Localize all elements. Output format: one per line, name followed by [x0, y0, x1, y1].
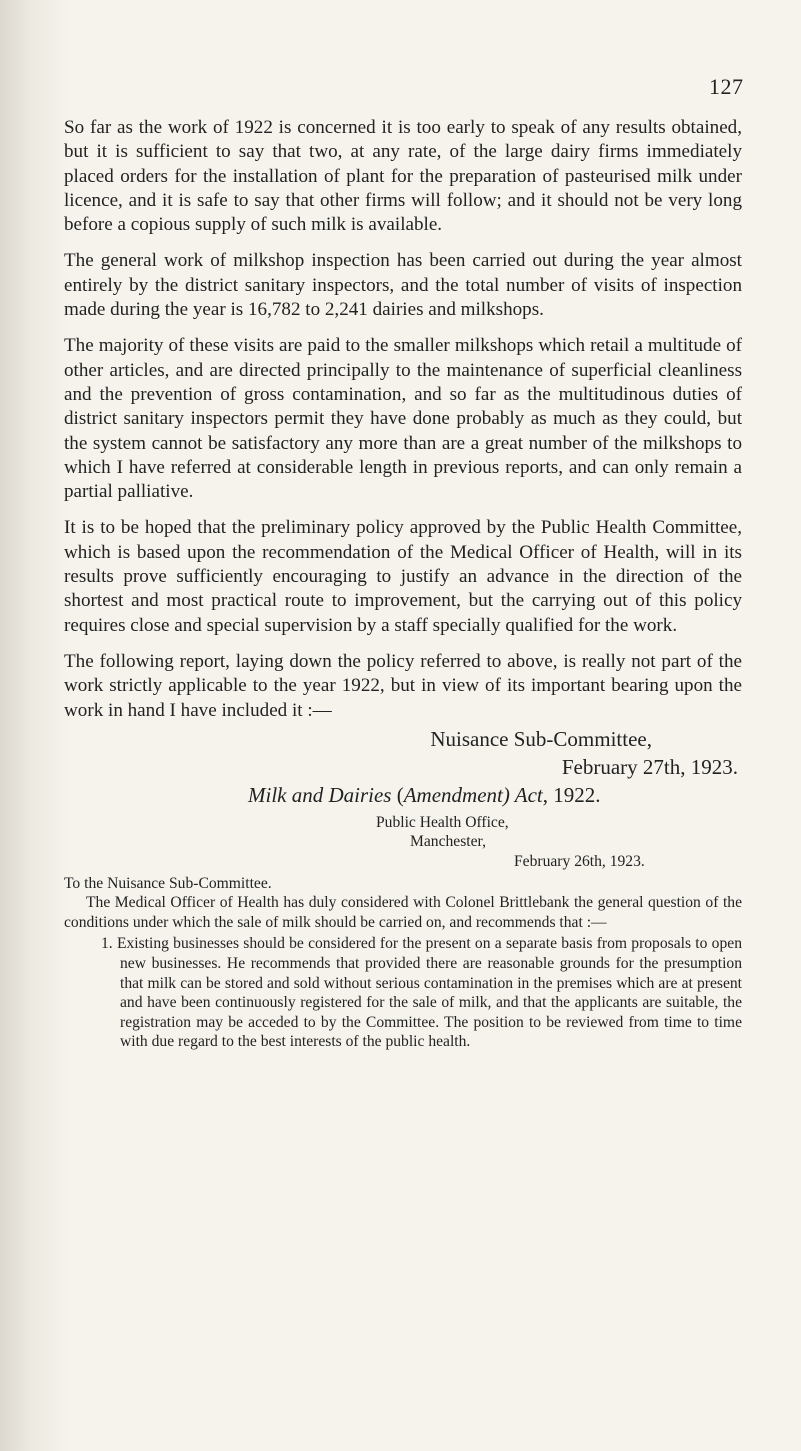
paragraph-smaller-milkshops: The majority of these visits are paid to the smaller milkshops which retail a multitude of other articles, and are directed principally to the maintenance of superficial cleanliness and the prevention of gross contamination, and so far as the multitudinous duties of district sanitary inspectors permit they have done probably as much as they could, but the system cannot be satisfactory any more than are a great number of the milkshops to which I have referred at considerable length in previous reports, and can only remain a partial palliative. [64, 335, 742, 503]
report-addressee: To the Nuisance Sub-Committee. [64, 874, 272, 892]
act-title [64, 781, 742, 809]
report-block [64, 813, 742, 1052]
paragraph-milkshop-inspection: The general work of milkshop inspection has been carried out during the year almost entirely by the district sanitary inspectors, and the total number of visits of inspection made during the year is 16,782 to 2,241 dairies and milkshops. [64, 250, 742, 321]
report-address-city: Manchester, [410, 833, 487, 851]
paragraph-following-report: The following report, laying down the policy referred to above, is really not part of the work strictly applicable to the year 1922, but in view of its important bearing upon the work in hand I have included it :— [64, 650, 742, 721]
body-text [64, 116, 742, 1052]
act-title-year: , 1922. [542, 782, 601, 807]
paragraph-preliminary-policy: It is to be hoped that the preliminary policy approved by the Public Health Committee, which is based upon the recommendation of the Medical Officer of Health, will in its results prove sufficiently encouraging to justify an advance in the direction of the shortest and most practical route to improvement, but the carrying out of this policy requires close and special supervision by a staff specially qualified for the work. [64, 517, 742, 636]
act-title-open-paren: ( [391, 782, 404, 807]
report-address-office: Public Health Office, [376, 813, 509, 831]
committee-name: Nuisance Sub-Committee, [430, 726, 652, 751]
committee-date: February 27th, 1923. [561, 754, 738, 779]
page-number: 127 [709, 74, 744, 99]
report-item-1: 1. Existing businesses should be considered for the present on a separate basis from proposals to open new businesses. He recommends that provided there are reasonable grounds for the presumption that milk can be stored and sold without serious contamination in the premises which are at present and have been continuously registered for the sale of milk, and that the applicants are suitable, the registration may be acceded to by the Committee. The position to be reviewed from time to time with due regard to the best interests of the public health. [101, 935, 742, 1051]
paragraph-pasteurised-milk: So far as the work of 1922 is concerned it is too early to speak of any results obtained, but it is sufficient to say that two, at any rate, of the large dairy firms immediately placed orders for the installation of plant for the preparation of pasteurised milk under licence, and it is safe to say that other firms will follow; and it should not be very long before a copious supply of such milk is available. [64, 117, 742, 236]
act-title-italic: Milk and Dairies [248, 782, 392, 807]
act-title-close: ) Act [502, 782, 543, 807]
act-title-amendment: Amendment [403, 782, 503, 807]
report-date: February 26th, 1923. [514, 853, 645, 871]
report-lead-paragraph: The Medical Officer of Health has duly considered with Colonel Brittlebank the general question of the conditions under which the sale of milk should be carried on, and recommends that :— [64, 894, 742, 931]
